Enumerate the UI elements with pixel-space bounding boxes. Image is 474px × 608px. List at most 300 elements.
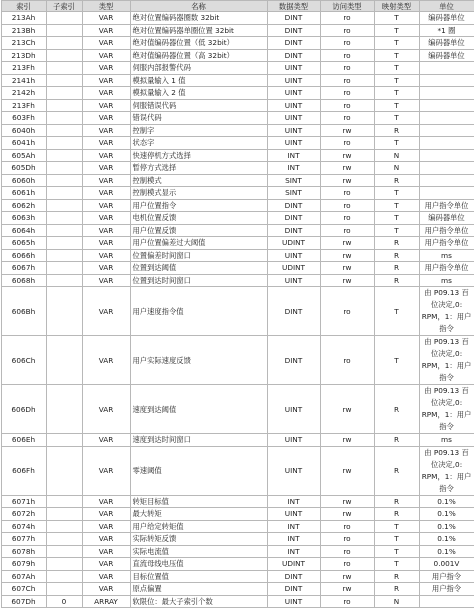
cell-access-type: ro [320, 287, 374, 336]
cell-data-type: DINT [267, 583, 320, 596]
cell-data-type: DINT [267, 287, 320, 336]
table-row [1, 274, 474, 287]
cell-access-type: rw [320, 495, 374, 508]
cell-subindex [46, 199, 82, 212]
cell-index: 213Ch [1, 37, 46, 50]
cell-data-type: UDINT [267, 558, 320, 571]
cell-mapping-type: T [374, 74, 419, 87]
table-header [1, 1, 474, 12]
cell-unit: 用户指令单位 [419, 224, 474, 237]
cell-unit: 用户指令单位 [419, 262, 474, 275]
cell-type: VAR [82, 287, 130, 336]
cell-name: 伺服内部报警代码 [130, 62, 267, 75]
cell-mapping-type: R [374, 262, 419, 275]
cell-subindex [46, 237, 82, 250]
cell-name: 暂停方式选择 [130, 162, 267, 175]
cell-type: VAR [82, 212, 130, 225]
cell-mapping-type: T [374, 99, 419, 112]
cell-type: VAR [82, 162, 130, 175]
cell-subindex [46, 249, 82, 262]
cell-access-type: rw [320, 249, 374, 262]
cell-unit: 0.1% [419, 508, 474, 521]
header-subindex: 子索引 [46, 1, 82, 12]
cell-type: VAR [82, 62, 130, 75]
cell-type: VAR [82, 583, 130, 596]
cell-unit: 0.1% [419, 520, 474, 533]
cell-mapping-type: R [374, 434, 419, 447]
header-data-type: 数据类型 [267, 1, 320, 12]
table-row [1, 287, 474, 336]
cell-subindex [46, 262, 82, 275]
cell-name: 速度到达时间窗口 [130, 434, 267, 447]
cell-index: 6071h [1, 495, 46, 508]
cell-access-type: ro [320, 545, 374, 558]
cell-mapping-type: R [374, 124, 419, 137]
cell-subindex [46, 187, 82, 200]
cell-data-type: UINT [267, 385, 320, 434]
cell-index: 606Fh [1, 446, 46, 495]
cell-data-type: INT [267, 162, 320, 175]
cell-subindex [46, 49, 82, 62]
cell-index: 606Ch [1, 336, 46, 385]
cell-unit: 用户指令单位 [419, 237, 474, 250]
cell-data-type: UINT [267, 74, 320, 87]
cell-subindex [46, 385, 82, 434]
cell-index: 603Fh [1, 112, 46, 125]
cell-index: 605Ah [1, 149, 46, 162]
cell-index: 607Ch [1, 583, 46, 596]
table-row [1, 385, 474, 434]
cell-name: 状态字 [130, 137, 267, 150]
cell-unit [419, 595, 474, 608]
table-row [1, 583, 474, 596]
table-body [1, 12, 474, 608]
cell-type: VAR [82, 385, 130, 434]
cell-subindex [46, 124, 82, 137]
table-row [1, 24, 474, 37]
cell-type: VAR [82, 149, 130, 162]
cell-access-type: ro [320, 137, 374, 150]
cell-unit: 由 P09.13 百位决定,0: RPM，1：用户指令 [419, 446, 474, 495]
cell-mapping-type: R [374, 274, 419, 287]
cell-access-type: rw [320, 508, 374, 521]
cell-index: 6074h [1, 520, 46, 533]
cell-subindex [46, 495, 82, 508]
table-row [1, 570, 474, 583]
cell-index: 6060h [1, 174, 46, 187]
cell-type: VAR [82, 174, 130, 187]
cell-unit [419, 87, 474, 100]
cell-mapping-type: T [374, 224, 419, 237]
cell-type: VAR [82, 446, 130, 495]
cell-data-type: SINT [267, 174, 320, 187]
cell-index: 6065h [1, 237, 46, 250]
cell-subindex [46, 508, 82, 521]
cell-data-type: UINT [267, 446, 320, 495]
cell-subindex [46, 112, 82, 125]
table-row [1, 508, 474, 521]
cell-name: 速度到达阈值 [130, 385, 267, 434]
cell-index: 213Fh [1, 99, 46, 112]
cell-unit: 0.1% [419, 533, 474, 546]
table-row [1, 446, 474, 495]
table-row [1, 595, 474, 608]
cell-type: VAR [82, 237, 130, 250]
cell-unit: 编码器单位 [419, 49, 474, 62]
cell-data-type: DINT [267, 24, 320, 37]
cell-mapping-type: R [374, 237, 419, 250]
cell-type: VAR [82, 558, 130, 571]
cell-mapping-type: T [374, 37, 419, 50]
cell-name: 控制模式 [130, 174, 267, 187]
cell-unit [419, 162, 474, 175]
cell-access-type: ro [320, 74, 374, 87]
cell-index: 6040h [1, 124, 46, 137]
cell-data-type: DINT [267, 12, 320, 25]
table-row [1, 12, 474, 25]
cell-name: 用户速度指令值 [130, 287, 267, 336]
cell-name: 绝对值编码器位置（高 32bit） [130, 49, 267, 62]
cell-access-type: rw [320, 583, 374, 596]
cell-index: 606Eh [1, 434, 46, 447]
cell-name: 用户位置指令 [130, 199, 267, 212]
cell-subindex [46, 224, 82, 237]
cell-type: VAR [82, 545, 130, 558]
table-row [1, 199, 474, 212]
cell-name: 绝对位置编码器圈数 32bit [130, 12, 267, 25]
cell-index: 6068h [1, 274, 46, 287]
cell-data-type: INT [267, 520, 320, 533]
cell-access-type: ro [320, 62, 374, 75]
table-row [1, 434, 474, 447]
cell-unit: 由 P09.13 百位决定,0: RPM，1：用户指令 [419, 336, 474, 385]
cell-mapping-type: R [374, 385, 419, 434]
cell-name: 目标位置值 [130, 570, 267, 583]
cell-access-type: ro [320, 24, 374, 37]
cell-mapping-type: T [374, 49, 419, 62]
cell-unit: 用户指令单位 [419, 199, 474, 212]
cell-data-type: SINT [267, 187, 320, 200]
cell-subindex [46, 274, 82, 287]
cell-name: 直流母线电压值 [130, 558, 267, 571]
cell-name: 控制模式显示 [130, 187, 267, 200]
header-type: 类型 [82, 1, 130, 12]
cell-mapping-type: R [374, 583, 419, 596]
cell-access-type: ro [320, 336, 374, 385]
cell-mapping-type: T [374, 520, 419, 533]
cell-index: 605Dh [1, 162, 46, 175]
cell-unit: 由 P09.13 百位决定,0: RPM，1：用户指令 [419, 287, 474, 336]
cell-mapping-type: R [374, 508, 419, 521]
cell-access-type: ro [320, 187, 374, 200]
header-row [1, 1, 474, 12]
cell-data-type: INT [267, 533, 320, 546]
table-row [1, 336, 474, 385]
cell-index: 6066h [1, 249, 46, 262]
cell-access-type: rw [320, 570, 374, 583]
cell-subindex [46, 446, 82, 495]
cell-access-type: rw [320, 446, 374, 495]
cell-type: VAR [82, 570, 130, 583]
cell-data-type: DINT [267, 570, 320, 583]
cell-name: 控制字 [130, 124, 267, 137]
cell-type: VAR [82, 37, 130, 50]
cell-unit: 由 P09.13 百位决定,0: RPM，1：用户指令 [419, 385, 474, 434]
cell-type: VAR [82, 336, 130, 385]
cell-index: 6077h [1, 533, 46, 546]
table-row [1, 124, 474, 137]
cell-index: 213Fh [1, 62, 46, 75]
cell-name: 位置到达阈值 [130, 262, 267, 275]
cell-mapping-type: T [374, 112, 419, 125]
cell-access-type: ro [320, 224, 374, 237]
cell-name: 错误代码 [130, 112, 267, 125]
cell-access-type: rw [320, 274, 374, 287]
table-row [1, 74, 474, 87]
cell-index: 6067h [1, 262, 46, 275]
cell-subindex [46, 533, 82, 546]
cell-mapping-type: T [374, 199, 419, 212]
cell-subindex [46, 545, 82, 558]
cell-subindex [46, 174, 82, 187]
cell-type: VAR [82, 87, 130, 100]
cell-type: VAR [82, 112, 130, 125]
cell-subindex [46, 99, 82, 112]
cell-type: VAR [82, 137, 130, 150]
cell-data-type: DINT [267, 199, 320, 212]
cell-unit [419, 187, 474, 200]
cell-access-type: ro [320, 99, 374, 112]
cell-name: 转矩目标值 [130, 495, 267, 508]
cell-index: 2141h [1, 74, 46, 87]
cell-index: 606Bh [1, 287, 46, 336]
table-row [1, 37, 474, 50]
cell-mapping-type: T [374, 137, 419, 150]
cell-subindex [46, 74, 82, 87]
cell-index: 6061h [1, 187, 46, 200]
cell-data-type: DINT [267, 37, 320, 50]
cell-type: VAR [82, 533, 130, 546]
cell-type: VAR [82, 199, 130, 212]
cell-data-type: DINT [267, 49, 320, 62]
cell-data-type: UINT [267, 62, 320, 75]
cell-mapping-type: T [374, 533, 419, 546]
cell-name: 零速阈值 [130, 446, 267, 495]
cell-subindex [46, 583, 82, 596]
cell-name: 原点偏置 [130, 583, 267, 596]
cell-mapping-type: T [374, 87, 419, 100]
cell-index: 213Dh [1, 49, 46, 62]
cell-name: 电机位置反馈 [130, 212, 267, 225]
cell-index: 607Ah [1, 570, 46, 583]
cell-unit: 编码器单位 [419, 212, 474, 225]
table-row [1, 533, 474, 546]
cell-name: 软限位：最大子索引个数 [130, 595, 267, 608]
cell-name: 位置到达时间窗口 [130, 274, 267, 287]
cell-access-type: rw [320, 174, 374, 187]
cell-access-type: rw [320, 124, 374, 137]
cell-unit: *1 圈 [419, 24, 474, 37]
header-index: 索引 [1, 1, 46, 12]
cell-type: VAR [82, 520, 130, 533]
cell-type: VAR [82, 74, 130, 87]
cell-name: 实际转矩反馈 [130, 533, 267, 546]
cell-type: VAR [82, 187, 130, 200]
cell-name: 绝对值编码器位置（低 32bit） [130, 37, 267, 50]
cell-unit: 0.1% [419, 495, 474, 508]
table-row [1, 520, 474, 533]
cell-type: VAR [82, 124, 130, 137]
cell-unit: 0.001V [419, 558, 474, 571]
cell-name: 用户位置偏差过大阈值 [130, 237, 267, 250]
cell-data-type: UDINT [267, 237, 320, 250]
cell-access-type: rw [320, 162, 374, 175]
cell-data-type: UINT [267, 274, 320, 287]
cell-name: 用户实际速度反馈 [130, 336, 267, 385]
cell-index: 6062h [1, 199, 46, 212]
cell-mapping-type: R [374, 446, 419, 495]
cell-access-type: ro [320, 37, 374, 50]
table-row [1, 187, 474, 200]
cell-access-type: ro [320, 520, 374, 533]
cell-name: 快速停机方式选择 [130, 149, 267, 162]
cell-data-type: INT [267, 545, 320, 558]
table-row [1, 212, 474, 225]
cell-data-type: UINT [267, 112, 320, 125]
cell-index: 6072h [1, 508, 46, 521]
cell-subindex [46, 212, 82, 225]
cell-subindex [46, 137, 82, 150]
cell-subindex [46, 336, 82, 385]
cell-subindex [46, 12, 82, 25]
cell-mapping-type: T [374, 187, 419, 200]
cell-type: VAR [82, 12, 130, 25]
cell-subindex: 0 [46, 595, 82, 608]
cell-access-type: ro [320, 87, 374, 100]
cell-access-type: rw [320, 237, 374, 250]
cell-data-type: UINT [267, 434, 320, 447]
cell-index: 6064h [1, 224, 46, 237]
cell-unit [419, 62, 474, 75]
cell-unit [419, 149, 474, 162]
cell-access-type: rw [320, 262, 374, 275]
cell-unit [419, 124, 474, 137]
cell-subindex [46, 149, 82, 162]
cell-type: VAR [82, 262, 130, 275]
cell-name: 用户位置反馈 [130, 224, 267, 237]
cell-name: 实际电流值 [130, 545, 267, 558]
cell-access-type: ro [320, 199, 374, 212]
cell-mapping-type: T [374, 62, 419, 75]
cell-data-type: DINT [267, 224, 320, 237]
cell-subindex [46, 570, 82, 583]
cell-subindex [46, 37, 82, 50]
cell-unit [419, 137, 474, 150]
cell-access-type: ro [320, 533, 374, 546]
cell-name: 用户给定转矩值 [130, 520, 267, 533]
object-dictionary-table [1, 0, 474, 608]
cell-name: 模拟量输入 1 值 [130, 74, 267, 87]
cell-mapping-type: T [374, 24, 419, 37]
table-row [1, 49, 474, 62]
table-row [1, 262, 474, 275]
header-name: 名称 [130, 1, 267, 12]
cell-type: VAR [82, 434, 130, 447]
header-unit: 单位 [419, 1, 474, 12]
cell-index: 213Ah [1, 12, 46, 25]
cell-data-type: UINT [267, 249, 320, 262]
cell-subindex [46, 87, 82, 100]
cell-index: 6079h [1, 558, 46, 571]
cell-mapping-type: T [374, 212, 419, 225]
cell-type: VAR [82, 508, 130, 521]
cell-type: VAR [82, 274, 130, 287]
cell-data-type: UINT [267, 124, 320, 137]
cell-type: ARRAY [82, 595, 130, 608]
cell-data-type: UINT [267, 99, 320, 112]
cell-data-type: UINT [267, 87, 320, 100]
table-row [1, 62, 474, 75]
cell-type: VAR [82, 249, 130, 262]
cell-mapping-type: T [374, 545, 419, 558]
cell-unit [419, 174, 474, 187]
table-row [1, 162, 474, 175]
cell-mapping-type: R [374, 174, 419, 187]
cell-mapping-type: T [374, 12, 419, 25]
cell-mapping-type: R [374, 570, 419, 583]
cell-access-type: rw [320, 434, 374, 447]
cell-access-type: rw [320, 149, 374, 162]
cell-unit: 0.1% [419, 545, 474, 558]
cell-unit: ms [419, 274, 474, 287]
cell-data-type: UINT [267, 137, 320, 150]
cell-index: 213Bh [1, 24, 46, 37]
table-row [1, 237, 474, 250]
table-row [1, 224, 474, 237]
cell-mapping-type: N [374, 162, 419, 175]
cell-access-type: rw [320, 385, 374, 434]
cell-mapping-type: N [374, 595, 419, 608]
cell-mapping-type: R [374, 495, 419, 508]
cell-subindex [46, 62, 82, 75]
cell-access-type: ro [320, 558, 374, 571]
cell-index: 606Dh [1, 385, 46, 434]
table-row [1, 87, 474, 100]
table-row [1, 112, 474, 125]
table-row [1, 174, 474, 187]
cell-mapping-type: N [374, 149, 419, 162]
cell-mapping-type: T [374, 558, 419, 571]
cell-name: 绝对位置编码器单圈位置 32bit [130, 24, 267, 37]
cell-index: 2142h [1, 87, 46, 100]
table-row [1, 149, 474, 162]
cell-index: 607Dh [1, 595, 46, 608]
cell-subindex [46, 434, 82, 447]
cell-unit [419, 74, 474, 87]
cell-subindex [46, 558, 82, 571]
cell-unit [419, 99, 474, 112]
cell-data-type: UINT [267, 595, 320, 608]
cell-type: VAR [82, 99, 130, 112]
header-mapping-type: 映射类型 [374, 1, 419, 12]
cell-unit: 编码器单位 [419, 37, 474, 50]
cell-data-type: DINT [267, 336, 320, 385]
cell-data-type: INT [267, 149, 320, 162]
cell-type: VAR [82, 224, 130, 237]
table-row [1, 137, 474, 150]
cell-access-type: ro [320, 112, 374, 125]
cell-mapping-type: T [374, 287, 419, 336]
